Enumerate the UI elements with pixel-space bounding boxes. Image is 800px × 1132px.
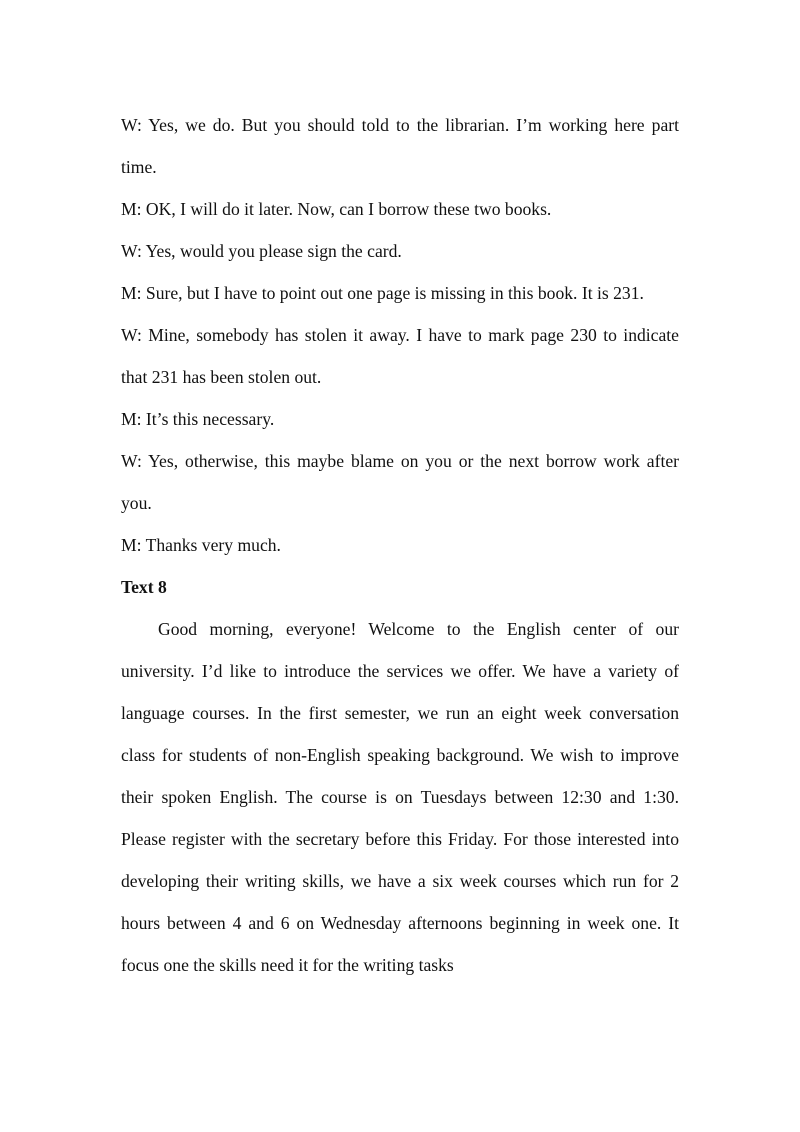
dialogue-line: M: OK, I will do it later. Now, can I borrow these two books.: [121, 199, 552, 219]
dialogue-line: W: Mine, somebody has stolen it away. I have to mark page 230 to indicate that 231 has been stolen out.: [121, 325, 679, 387]
dialogue-line: W: Yes, would you please sign the card.: [121, 241, 402, 261]
section-heading: Text 8: [121, 577, 167, 597]
body-paragraph: Good morning, everyone! Welcome to the English center of our university. I’d like to introduce the services we offer. We have a variety of language courses. In the first semester, we run an eight week conversation class for students of non-English speaking background. We wish to improve their spoken English. The course is on Tuesdays between 12:30 and 1:30. Please register with the secretary before this Friday. For those interested into developing their writing skills, we have a six week courses which run for 2 hours between 4 and 6 on Wednesday afternoons beginning in week one. It focus one the skills need it for the writing tasks: [121, 619, 679, 975]
dialogue-line: M: Sure, but I have to point out one page is missing in this book. It is 231.: [121, 283, 644, 303]
dialogue-line: M: Thanks very much.: [121, 535, 281, 555]
dialogue-line: W: Yes, we do. But you should told to the librarian. I’m working here part time.: [121, 115, 679, 177]
dialogue-line: W: Yes, otherwise, this maybe blame on you or the next borrow work after you.: [121, 451, 679, 513]
document-body: [121, 104, 679, 986]
dialogue-line: M: It’s this necessary.: [121, 409, 275, 429]
